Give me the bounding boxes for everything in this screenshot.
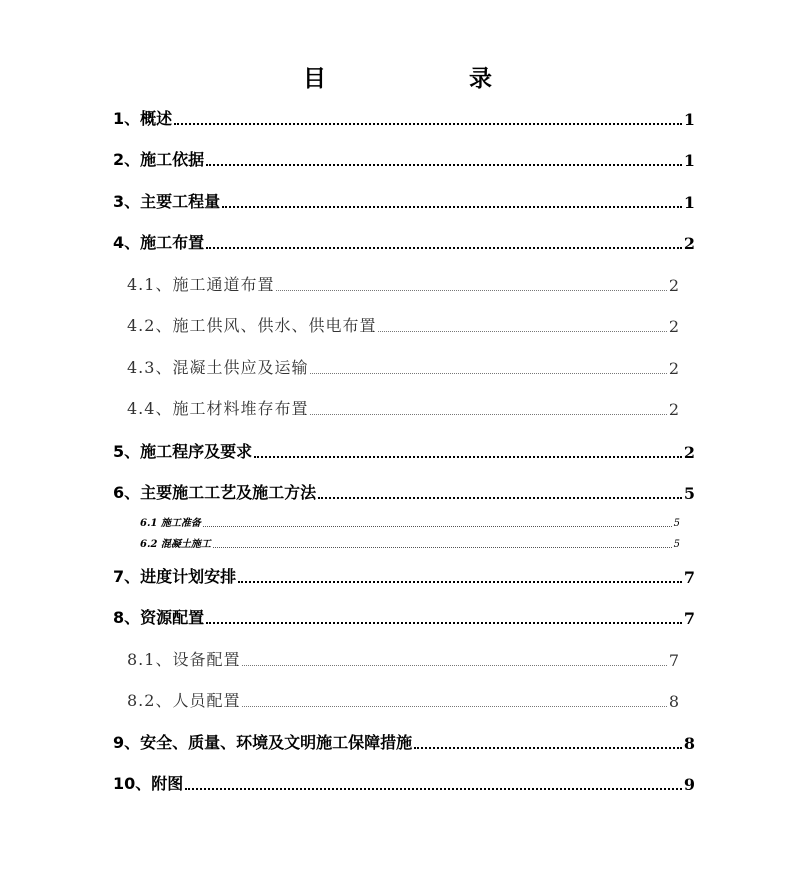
toc-entry[interactable]: [113, 731, 695, 753]
toc-entry-page: 9: [683, 775, 695, 794]
toc-leader-dots: [174, 113, 682, 129]
toc-leader-dots: [206, 612, 682, 628]
toc-entry-page: 7: [668, 651, 680, 670]
toc-entry-page: 1: [683, 151, 695, 170]
toc-entry-label: 5、施工程序及要求: [113, 442, 253, 461]
toc-entry-page: 2: [668, 276, 680, 295]
toc-entry-page: 1: [683, 193, 695, 212]
toc-entry-label: 3、主要工程量: [113, 192, 221, 211]
toc-entry-page: 7: [683, 568, 695, 587]
toc-entry-label: 7、进度计划安排: [113, 567, 237, 586]
toc-leader-dots: [242, 654, 666, 670]
toc-leader-dots: [222, 196, 682, 212]
toc-subentry[interactable]: [127, 397, 680, 419]
toc-leader-dots: [276, 279, 666, 295]
toc-entry[interactable]: [113, 772, 695, 794]
toc-entry-label: 8.2、人员配置: [127, 691, 241, 710]
toc-leader-dots: [242, 695, 666, 711]
toc-entry[interactable]: [113, 440, 695, 462]
toc-entry-page: 2: [668, 317, 680, 336]
toc-entry-label: 4.2、施工供风、供水、供电布置: [127, 316, 377, 335]
toc-entry-label: 6、主要施工工艺及施工方法: [113, 483, 317, 502]
toc-leader-dots: [318, 487, 682, 503]
toc-entry-page: 5: [683, 484, 695, 503]
toc-entry-label: 1、概述: [113, 109, 173, 128]
toc-entry[interactable]: [113, 107, 695, 129]
toc-entry[interactable]: [113, 565, 695, 587]
toc-leader-dots: [213, 540, 672, 550]
toc-leader-dots: [414, 737, 682, 753]
toc-subentry[interactable]: [127, 356, 680, 378]
toc-entry-page: 8: [668, 692, 680, 711]
toc-entry[interactable]: [113, 606, 695, 628]
toc-entry-page: 2: [683, 443, 695, 462]
toc-entry-page: 5: [673, 518, 680, 529]
toc-entry-label: 8、资源配置: [113, 608, 205, 627]
toc-entry-page: 8: [683, 734, 695, 753]
toc-entry-label: 4、施工布置: [113, 233, 205, 252]
toc-subentry[interactable]: [127, 314, 680, 336]
toc-entry-label: 10、附图: [113, 774, 184, 793]
toc-entry-page: 1: [683, 110, 695, 129]
toc-leader-dots: [310, 362, 666, 378]
toc-entry[interactable]: [113, 190, 695, 212]
toc-entry-label: 4.1、施工通道布置: [127, 275, 275, 294]
toc-entry-label: 2、施工依据: [113, 150, 205, 169]
toc-subentry[interactable]: [127, 273, 680, 295]
toc-entry-page: 5: [673, 539, 680, 550]
toc-subentry[interactable]: [127, 648, 680, 670]
toc-entry-label: 4.3、混凝土供应及运输: [127, 358, 309, 377]
toc-entry-label: 9、安全、质量、环境及文明施工保障措施: [113, 733, 413, 752]
toc-entry[interactable]: [113, 481, 695, 503]
toc-entry-label: 6.1 施工准备: [140, 518, 201, 529]
toc-entry-page: 2: [683, 234, 695, 253]
toc-leader-dots: [378, 320, 666, 336]
toc-leader-dots: [203, 519, 672, 529]
toc-title: 目 录: [303, 65, 552, 92]
toc-entry-page: 2: [668, 359, 680, 378]
toc-entry-label: 4.4、施工材料堆存布置: [127, 399, 309, 418]
toc-entry-label: 6.2 混凝土施工: [140, 539, 211, 550]
toc-leader-dots: [185, 778, 682, 794]
toc-entry-page: 2: [668, 400, 680, 419]
toc-leader-dots: [310, 403, 666, 419]
toc-subentry[interactable]: [140, 516, 680, 529]
toc-entry[interactable]: [113, 148, 695, 170]
toc-leader-dots: [206, 154, 682, 170]
toc-entry[interactable]: [113, 231, 695, 253]
toc-subentry[interactable]: [140, 537, 680, 550]
toc-leader-dots: [238, 571, 682, 587]
toc-leader-dots: [206, 237, 682, 253]
toc-subentry[interactable]: [127, 689, 680, 711]
toc-leader-dots: [254, 446, 682, 462]
toc-entry-page: 7: [683, 609, 695, 628]
toc-entry-label: 8.1、设备配置: [127, 650, 241, 669]
